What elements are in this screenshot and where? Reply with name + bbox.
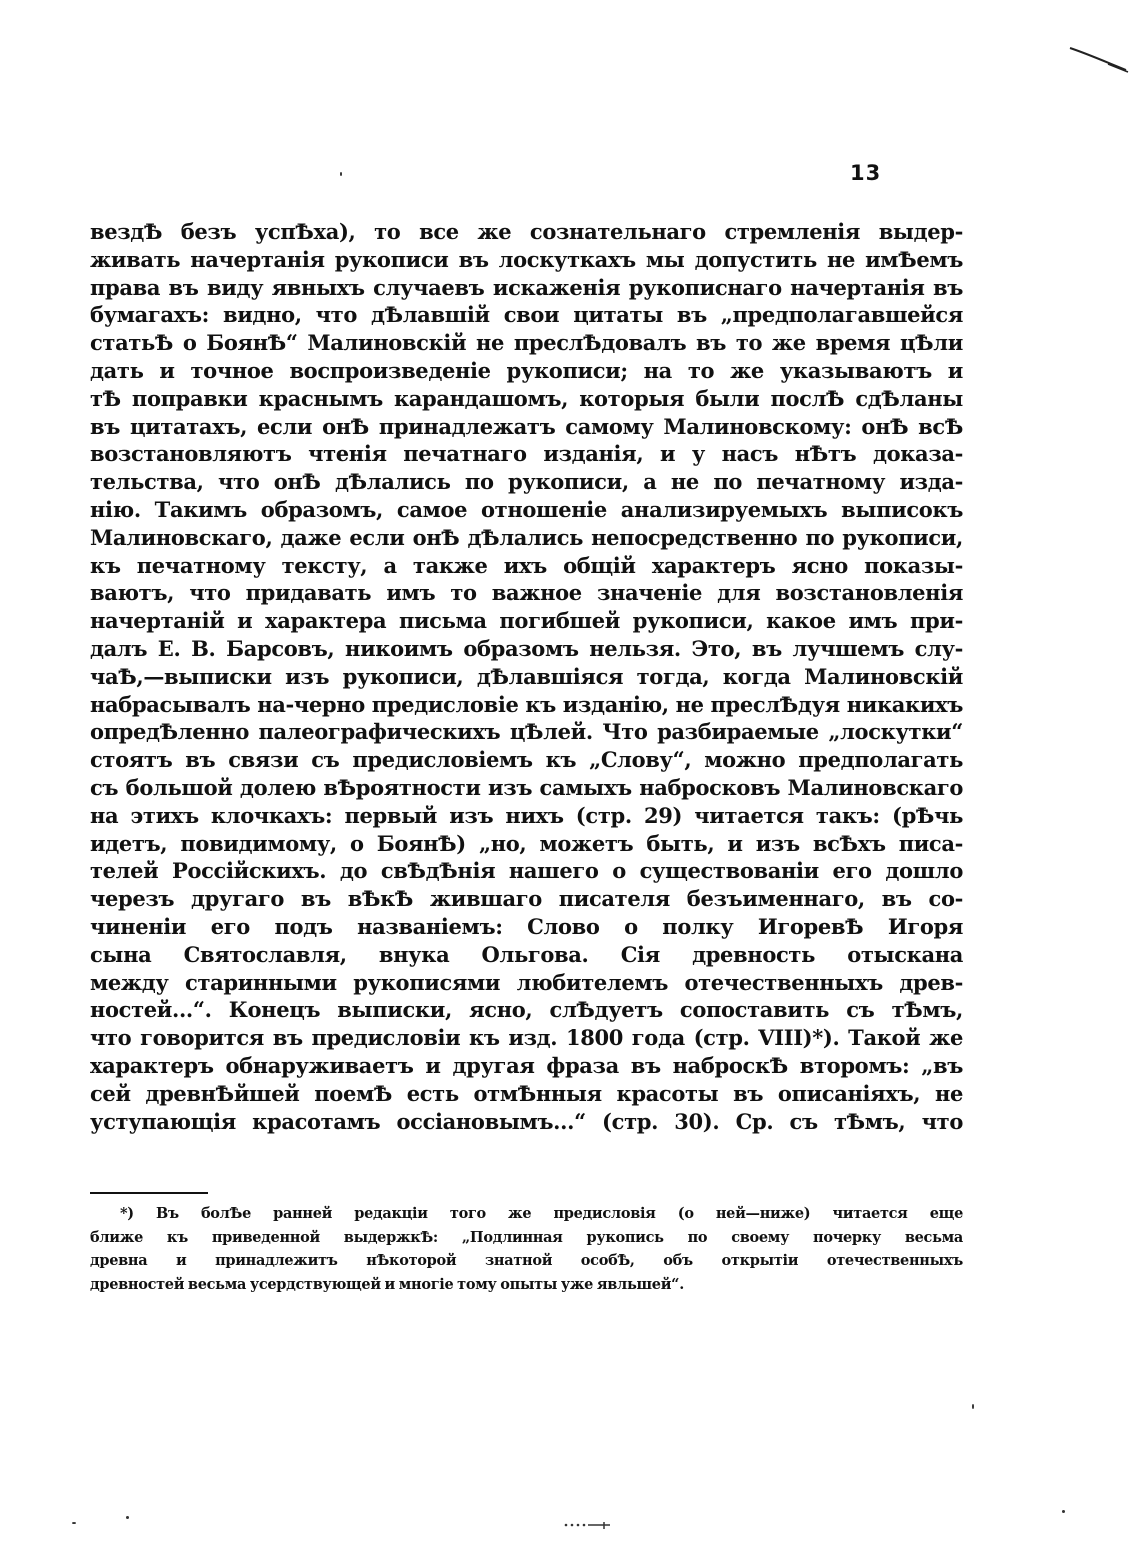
page-number: 13 bbox=[850, 161, 882, 185]
body-line: ностей...“. Конецъ выписки, ясно, слѢдуетъ сопоставить съ тѢмъ, bbox=[90, 997, 963, 1023]
scan-speck bbox=[340, 172, 342, 176]
body-line: черезъ другаго въ вѢкѢ жившаго писателя безъименнаго, въ со- bbox=[90, 886, 963, 912]
body-line: уступающія красотамъ оссіановымъ...“ (стр. 30). Ср. съ тѢмъ, что bbox=[90, 1108, 963, 1134]
scan-speck bbox=[1062, 1510, 1065, 1513]
footnote-line: древна и принадлежитъ нѢкоторой знатной особѢ, объ открытіи отечественныхъ bbox=[90, 1252, 963, 1269]
body-line: живать начертанія рукописи въ лоскуткахъ мы допустить не имѢемъ bbox=[90, 246, 963, 272]
body-line: телей Россійскихъ. до свѢдѢнія нашего о существованіи его дошло bbox=[90, 858, 963, 884]
body-line: Малиновскаго, даже если онѢ дѢлались непосредственно по рукописи, bbox=[90, 524, 963, 550]
scan-mark bbox=[1068, 40, 1130, 80]
body-line: сей древнѢйшей поемѢ есть отмѢнныя красоты въ описаніяхъ, не bbox=[90, 1080, 963, 1106]
body-line: ваютъ, что придавать имъ то важное значеніе для возстановленія bbox=[90, 580, 963, 606]
body-line: чиненіи его подъ названіемъ: Слово о полку ИгоревѢ Игоря bbox=[90, 913, 963, 939]
footnote-line: *) Въ болѢе ранней редакціи того же предисловія (о ней—ниже) читается еще bbox=[120, 1205, 963, 1222]
body-line: стоятъ въ связи съ предисловіемъ къ „Слову“, можно предполагать bbox=[90, 747, 963, 773]
body-line: дать и точное воспроизведеніе рукописи; на то же указываютъ и bbox=[90, 357, 963, 383]
body-line: въ цитатахъ, если онѢ принадлежатъ самому Малиновскому: онѢ всѢ bbox=[90, 413, 963, 439]
body-line: тельства, что онѢ дѢлались по рукописи, а не по печатному изда- bbox=[90, 469, 963, 495]
body-line: статьѢ о БоянѢ“ Малиновскій не преслѢдовалъ въ то же время цѢли bbox=[90, 330, 963, 356]
scan-speck bbox=[972, 1404, 974, 1409]
body-line: сына Святославля, внука Ольгова. Сія древность отыскана bbox=[90, 941, 963, 967]
body-line: вездѢ безъ успѢха), то все же сознательнаго стремленія выдер- bbox=[90, 219, 963, 244]
body-line: права въ виду явныхъ случаевъ искаженія рукописнаго начертанія въ bbox=[90, 274, 963, 300]
body-line: къ печатному тексту, а также ихъ общій характеръ ясно показы- bbox=[90, 552, 963, 578]
body-line: возстановляютъ чтенія печатнаго изданія, и у насъ нѢтъ доказа- bbox=[90, 441, 963, 467]
body-line: начертаній и характера письма погибшей рукописи, какое имъ при- bbox=[90, 608, 963, 634]
body-line: чаѢ,—выписки изъ рукописи, дѢлавшіяся тогда, когда Малиновскій bbox=[90, 663, 963, 689]
body-line: характеръ обнаруживаетъ и другая фраза въ наброскѢ второмъ: „въ bbox=[90, 1052, 963, 1078]
body-line: бумагахъ: видно, что дѢлавшій свои цитаты въ „предполагавшейся bbox=[90, 302, 963, 328]
footnote-rule bbox=[90, 1192, 208, 1194]
scan-speck bbox=[126, 1516, 129, 1519]
scan-speck bbox=[72, 1522, 76, 1524]
footnote-line: ближе къ приведенной выдержкѢ: „Подлинная рукопись по своему почерку весьма bbox=[90, 1228, 963, 1246]
footnote-line: древностей весьма усердствующей и многіе тому опыты уже явльшей“. bbox=[90, 1275, 684, 1293]
body-line: между старинными рукописями любителемъ отечественныхъ древ- bbox=[90, 969, 963, 995]
footnote bbox=[90, 1202, 963, 1296]
scan-dots bbox=[564, 1518, 614, 1532]
body-line: опредѢленно палеографическихъ цѢлей. Что разбираемые „лоскутки“ bbox=[90, 719, 963, 745]
body-line: идетъ, повидимому, о БоянѢ) „но, можетъ быть, и изъ всѢхъ писа- bbox=[90, 830, 963, 856]
body-text bbox=[90, 218, 963, 1135]
body-line: далъ Е. В. Барсовъ, никоимъ образомъ нельзя. Это, въ лучшемъ слу- bbox=[90, 635, 963, 661]
body-line: набрасывалъ на-черно предисловіе къ изданію, не преслѢдуя никакихъ bbox=[90, 691, 963, 717]
body-line: что говорится въ предисловіи къ изд. 1800 года (стр. VIII)*). Такой же bbox=[90, 1025, 963, 1051]
body-line: съ большой долею вѢроятности изъ самыхъ набросковъ Малиновскаго bbox=[90, 774, 963, 800]
body-line: на этихъ клочкахъ: первый изъ нихъ (стр. 29) читается такъ: (рѢчь bbox=[90, 802, 963, 828]
body-line: нію. Такимъ образомъ, самое отношеніе анализируемыхъ выписокъ bbox=[90, 496, 963, 522]
body-line: тѢ поправки краснымъ карандашомъ, которыя были послѢ сдѢланы bbox=[90, 385, 963, 411]
